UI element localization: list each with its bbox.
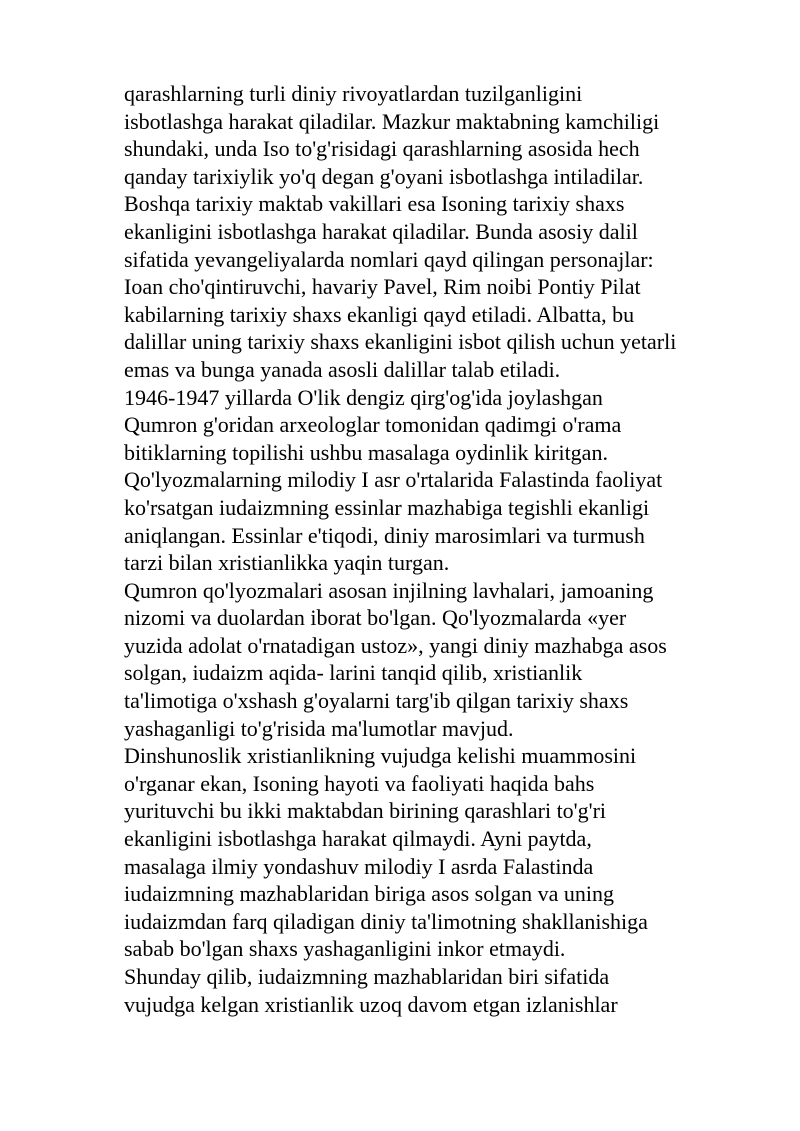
text-line: Qumron qo'lyozmalari asosan injilning lavhalari, jamoaning bbox=[124, 577, 654, 603]
text-line: 1946-1947 yillarda O'lik dengiz qirg'og'ida joylashgan bbox=[124, 384, 603, 410]
text-line: qarashlarning turli diniy rivoyatlardan tuzilganligini bbox=[124, 81, 583, 106]
text-line: ekanligini isbotlashga harakat qiladilar. Bunda asosiy dalil bbox=[124, 218, 638, 244]
text-line: sabab bo'lgan shaxs yashaganligini inkor etmaydi. bbox=[124, 936, 566, 962]
text-line: tarzi bilan xristianlikka yaqin turgan. bbox=[124, 550, 450, 576]
text-line: dalillar uning tarixiy shaxs ekanligini isbot qilish uchun yetarli bbox=[124, 329, 677, 355]
text-line: yurituvchi bu ikki maktabdan birining qarashlari to'g'ri bbox=[124, 798, 607, 824]
text-line: ekanligini isbotlashga harakat qilmaydi. Ayni paytda, bbox=[124, 826, 592, 852]
text-line: o'rganar ekan, Isoning hayoti va faoliyati haqida bahs bbox=[124, 770, 595, 796]
text-line: Qumron g'oridan arxeologlar tomonidan qadimgi o'rama bbox=[124, 412, 622, 438]
text-line: nizomi va duolardan iborat bo'lgan. Qo'lyozmalarda «yer bbox=[124, 605, 627, 631]
text-line: Shunday qilib, iudaizmning mazhablaridan biri sifatida bbox=[124, 964, 610, 989]
text-line: bitiklarning topilishi ushbu masalaga oydinlik kiritgan. bbox=[124, 439, 608, 465]
text-line: Qo'lyozmalarning milodiy I asr o'rtalarida Falastinda faoliyat bbox=[124, 467, 663, 493]
text-line: ta'limotiga o'xshash g'oyalarni targ'ib qilgan tarixiy shaxs bbox=[124, 688, 629, 714]
text-line: sifatida yevangeliyalarda nomlari qayd qilingan personajlar: bbox=[124, 246, 654, 272]
text-line: Boshqa tarixiy maktab vakillari esa Isoning tarixiy shaxs bbox=[124, 191, 625, 217]
text-line: aniqlangan. Essinlar e'tiqodi, diniy marosimlari va turmush bbox=[124, 522, 645, 548]
text-line: iudaizmdan farq qiladigan diniy ta'limotning shakllanishiga bbox=[124, 908, 648, 934]
text-line: masalaga ilmiy yondashuv milodiy I asrda Falastinda bbox=[124, 853, 594, 879]
text-line: ko'rsatgan iudaizmning essinlar mazhabiga tegishli ekanligi bbox=[124, 494, 650, 520]
text-line: isbotlashga harakat qiladilar. Mazkur maktabning kamchiligi bbox=[124, 108, 660, 134]
text-line: emas va bunga yanada asosli dalillar talab etiladi. bbox=[124, 356, 561, 382]
text-line: qanday tarixiylik yo'q degan g'oyani isbotlashga intiladilar. bbox=[124, 163, 644, 189]
text-line: kabilarning tarixiy shaxs ekanligi qayd etiladi. Albatta, bu bbox=[124, 301, 635, 327]
text-line: vujudga kelgan xristianlik uzoq davom etgan izlanishlar bbox=[124, 991, 618, 1017]
text-line: Ioan cho'qintiruvchi, havariy Pavel, Rim noibi Pontiy Pilat bbox=[124, 274, 641, 300]
text-line: Dinshunoslik xristianlikning vujudga kelishi muammosini bbox=[124, 743, 637, 769]
text-line: iudaizmning mazhablaridan biriga asos solgan va uning bbox=[124, 881, 614, 907]
text-line: yashaganligi to'g'risida ma'lumotlar mavjud. bbox=[124, 715, 514, 741]
text-line: yuzida adolat o'rnatadigan ustoz», yangi diniy mazhabga asos bbox=[124, 632, 667, 658]
body-text bbox=[124, 80, 764, 1018]
text-line: solgan, iudaizm aqida- larini tanqid qilib, xristianlik bbox=[124, 660, 583, 686]
text-line: shundaki, unda Iso to'g'risidagi qarashlarning asosida hech bbox=[124, 136, 640, 162]
